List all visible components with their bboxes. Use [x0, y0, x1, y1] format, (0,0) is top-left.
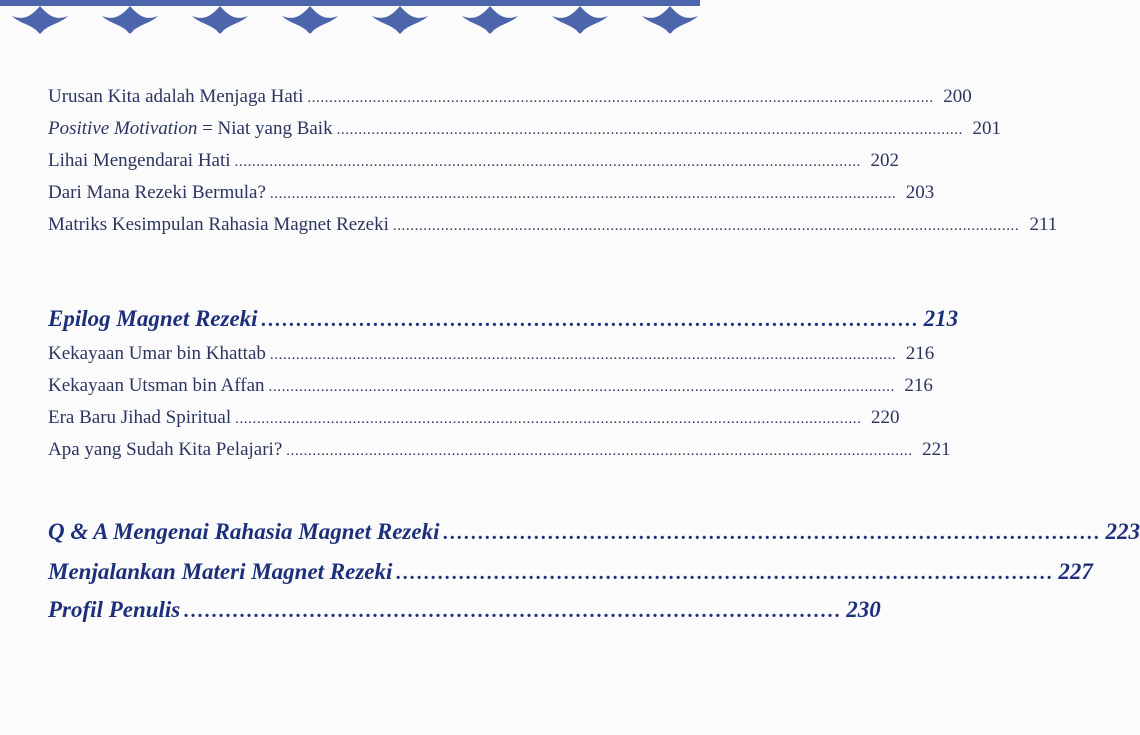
toc-entry-page: 216 [905, 343, 935, 364]
toc-entry[interactable] [48, 407, 900, 429]
toc-chapter-entry[interactable] [48, 519, 1140, 545]
toc-entry-page: 200 [943, 86, 972, 107]
dot-leader: ................................................................................................................................................ [307, 90, 934, 106]
ornament-border [0, 0, 700, 38]
dot-leader: ................................................................................................................................................ [269, 186, 897, 202]
toc-entry[interactable] [48, 118, 1001, 140]
toc-entry-title-rest: = Niat yang Baik [197, 118, 333, 139]
toc-entry-page: 211 [1029, 214, 1058, 235]
dot-leader: ................................................................................................................................................ [286, 443, 913, 459]
toc-entry[interactable] [48, 182, 935, 204]
dot-leader: ................................................................................................................................................ [235, 411, 862, 427]
toc-entry-page: 216 [904, 375, 933, 396]
toc-entry-title: Lihai Mengendarai Hati [48, 150, 231, 171]
toc-entry[interactable] [48, 343, 935, 365]
toc-entry[interactable] [48, 439, 951, 461]
toc-entry-title: Apa yang Sudah Kita Pelajari? [48, 439, 283, 460]
toc-entry[interactable] [48, 150, 899, 172]
toc-entry-page: 221 [922, 439, 951, 460]
toc-chapter-entry[interactable] [48, 306, 959, 332]
toc-entry-title: Kekayaan Utsman bin Affan [48, 375, 265, 396]
toc-chapter-entry[interactable] [48, 559, 1093, 585]
toc-entry-title: Kekayaan Umar bin Khattab [48, 343, 266, 364]
dot-leader: ................................................................................................................................................ [392, 218, 1020, 234]
toc-chapter-page: 213 [923, 306, 959, 331]
toc-chapter-title: Menjalankan Materi Magnet Rezeki [48, 559, 393, 584]
toc-chapter-page: 230 [846, 597, 881, 622]
toc-chapter-title: Q & A Mengenai Rahasia Magnet Rezeki [48, 519, 440, 544]
toc-chapter-title: Profil Penulis [48, 597, 181, 622]
dot-leader: ................................................................................................................................................ [336, 122, 963, 138]
toc-entry-page: 201 [972, 118, 1001, 139]
toc-entry[interactable] [48, 86, 972, 108]
toc-entry[interactable] [48, 214, 1058, 236]
toc-entry-title [48, 118, 333, 140]
dot-leader: .............................................................................................. [443, 522, 1102, 544]
dot-leader: ................................................................................................................................................ [268, 379, 895, 395]
toc-entry-page: 220 [871, 407, 900, 428]
toc-entry[interactable] [48, 375, 933, 397]
toc-entry-title: Dari Mana Rezeki Bermula? [48, 182, 266, 203]
toc-chapter-page: 223 [1105, 519, 1140, 544]
toc-entry-page: 203 [905, 182, 935, 203]
toc-entry-page: 202 [870, 150, 899, 171]
dot-leader: ................................................................................................................................................ [234, 154, 861, 170]
toc-entry-title: Urusan Kita adalah Menjaga Hati [48, 86, 304, 107]
toc-entry-title: Era Baru Jihad Spiritual [48, 407, 232, 428]
dot-leader: .............................................................................................. [184, 600, 843, 622]
toc-chapter-entry[interactable] [48, 597, 881, 623]
toc-chapter-title: Epilog Magnet Rezeki [48, 306, 258, 331]
toc-entry-title: Matriks Kesimpulan Rahasia Magnet Rezeki [48, 214, 389, 235]
dot-leader: ................................................................................................................................................ [269, 347, 897, 363]
toc-chapter-page: 227 [1058, 559, 1093, 584]
toc-entry-title-italic: Positive Motivation [48, 118, 198, 139]
dot-leader: .............................................................................................. [396, 562, 1055, 584]
dot-leader: .............................................................................................. [261, 309, 920, 331]
